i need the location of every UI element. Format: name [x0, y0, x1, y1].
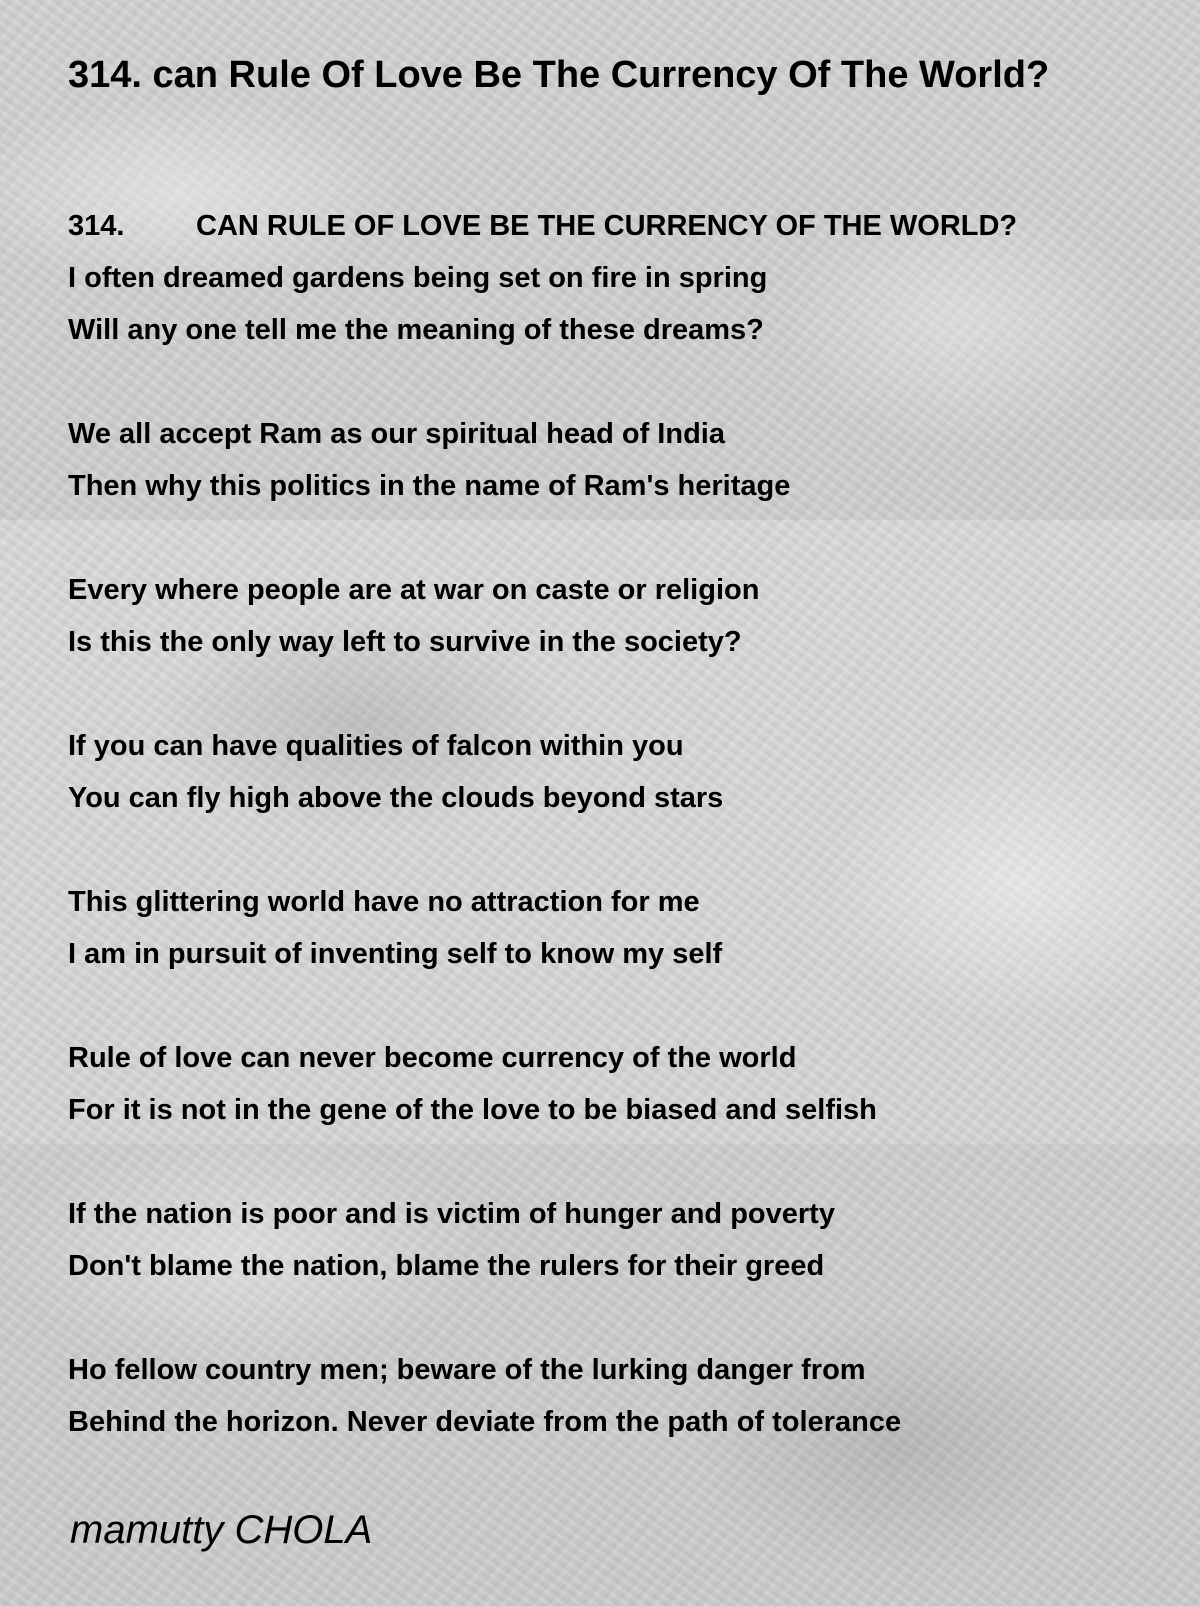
stanza-break — [68, 512, 1178, 564]
poem-line: I often dreamed gardens being set on fire in spring — [68, 262, 768, 294]
poem-heading-text: CAN RULE OF LOVE BE THE CURRENCY OF THE WORLD? — [196, 210, 1018, 242]
poem-line: Ho fellow country men; beware of the lurking danger from — [68, 1354, 866, 1386]
poem-heading — [68, 200, 1178, 252]
stanza-break — [68, 824, 1178, 876]
poem-line: Then why this politics in the name of Ram's heritage — [68, 470, 791, 502]
poem-line: Will any one tell me the meaning of these dreams? — [68, 314, 764, 346]
poem-line: If you can have qualities of falcon within you — [68, 730, 684, 762]
stanza-break — [68, 980, 1178, 1032]
poem-line: For it is not in the gene of the love to be biased and selfish — [68, 1094, 877, 1126]
poem-line: If the nation is poor and is victim of hunger and poverty — [68, 1198, 835, 1230]
poem-line: Every where people are at war on caste or religion — [68, 574, 760, 606]
poem-title: 314. can Rule Of Love Be The Currency Of The World? — [68, 54, 1050, 96]
stanza-break — [68, 356, 1178, 408]
poem-line: This glittering world have no attraction for me — [68, 886, 700, 918]
poem-line: Is this the only way left to survive in the society? — [68, 626, 742, 658]
stanza-break — [68, 1292, 1178, 1344]
stanza-break — [68, 1136, 1178, 1188]
poem-line: Rule of love can never become currency of the world — [68, 1042, 797, 1074]
poem-line: We all accept Ram as our spiritual head of India — [68, 418, 725, 450]
poem-line: Don't blame the nation, blame the rulers for their greed — [68, 1250, 825, 1282]
poem-line: You can fly high above the clouds beyond stars — [68, 782, 724, 814]
poem-body — [68, 200, 1178, 1448]
poem-line: I am in pursuit of inventing self to know my self — [68, 938, 723, 970]
poem-line: Behind the horizon. Never deviate from the path of tolerance — [68, 1406, 902, 1438]
poem-author: mamutty CHOLA — [70, 1508, 373, 1552]
poem-heading-number: 314. — [68, 210, 125, 242]
stanza-break — [68, 668, 1178, 720]
